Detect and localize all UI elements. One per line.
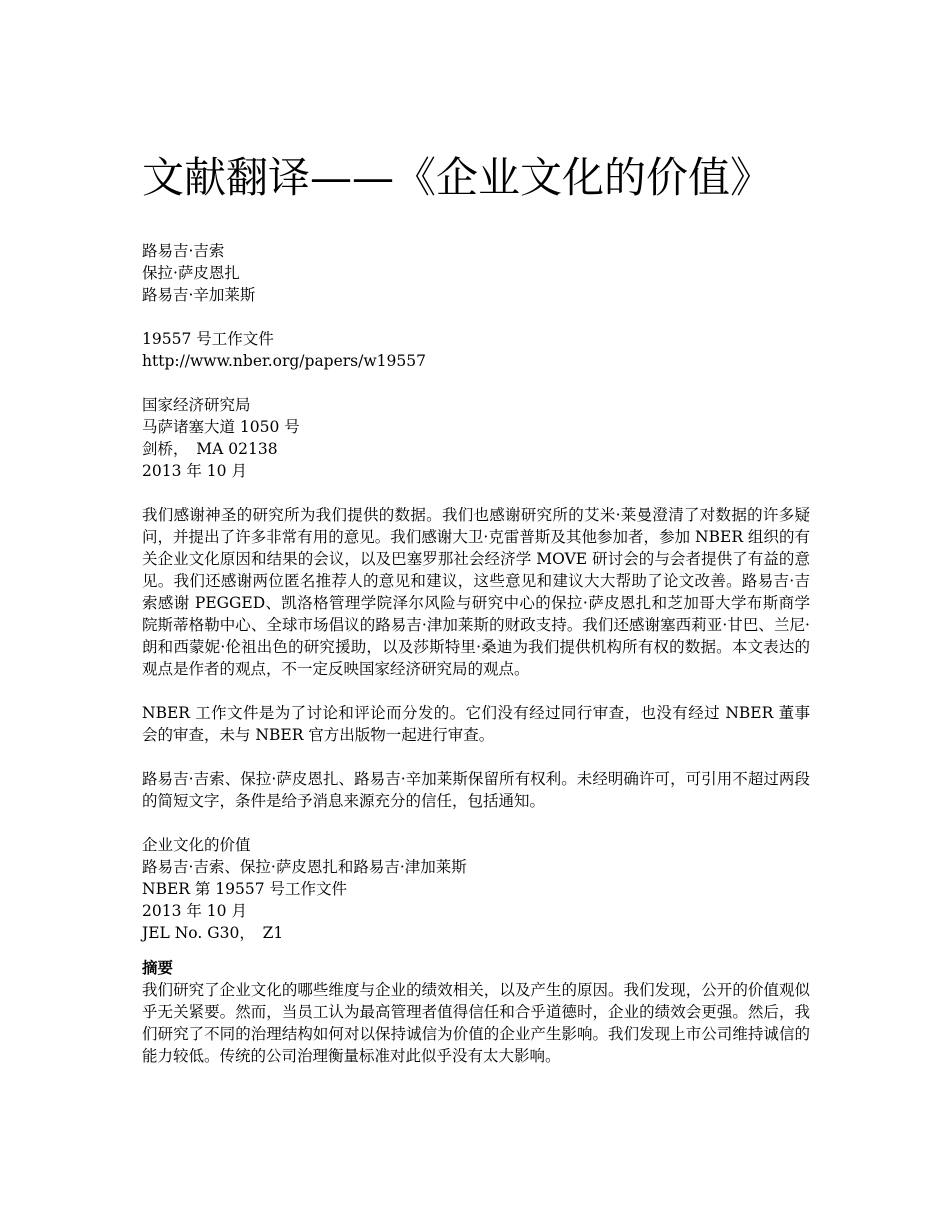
document-title: 文献翻译——《企业文化的价值》 <box>142 153 773 202</box>
author-name: 路易吉·吉索 <box>142 242 225 260</box>
working-paper-url[interactable]: http://www.nber.org/papers/w19557 <box>142 352 426 370</box>
author-list <box>142 240 810 306</box>
acknowledgment-paragraph: 我们感谢神圣的研究所为我们提供的数据。我们也感谢研究所的艾米·莱曼澄清了对数据的许多疑问，并提出了许多非常有用的意见。我们感谢大卫·克雷普斯及其他参加者，参加 NBER 组织的有关企业文化原因和结果的会议，以及巴塞罗那社会经济学 MOVE 研讨会的与会者提供了有益的意见。我们还感谢两位匿名推荐人的意见和建议，这些意见和建议大大帮助了论文改善。路易吉·吉索感谢 PEGGED、凯洛格管理学院泽尔风险与研究中心的保拉·萨皮恩扎和芝加哥大学布斯商学院斯蒂格勒中心、全球市场倡议的路易吉·津加莱斯的财政支持。我们还感谢塞西莉亚·甘巴、兰尼·朗和西蒙妮·伦祖出色的研究援助，以及莎斯特里·桑迪为我们提供机构所有权的数据。本文表达的观点是作者的观点，不一定反映国家经济研究局的观点。 <box>142 506 810 678</box>
address-org: 国家经济研究局 <box>142 396 251 414</box>
citation-block <box>142 834 810 944</box>
citation-number: NBER 第 19557 号工作文件 <box>142 880 348 898</box>
address-street: 马萨诸塞大道 1050 号 <box>142 418 300 436</box>
citation-authors: 路易吉·吉索、保拉·萨皮恩扎和路易吉·津加莱斯 <box>142 858 467 876</box>
citation-date: 2013 年 10 月 <box>142 902 247 920</box>
address-block <box>142 394 810 482</box>
author-name: 保拉·萨皮恩扎 <box>142 264 240 282</box>
abstract-heading: 摘要 <box>142 958 174 977</box>
disclaimer-paragraph: NBER 工作文件是为了讨论和评论而分发的。它们没有经过同行审查，也没有经过 NBER 董事会的审查，未与 NBER 官方出版物一起进行审查。 <box>142 704 810 744</box>
citation-jel: JEL No. G30， Z1 <box>142 924 284 942</box>
working-paper-number: 19557 号工作文件 <box>142 330 274 348</box>
working-paper-info <box>142 328 810 372</box>
document-page <box>142 150 810 1067</box>
citation-title: 企业文化的价值 <box>142 836 251 854</box>
address-city: 剑桥， MA 02138 <box>142 440 278 458</box>
address-date: 2013 年 10 月 <box>142 462 247 480</box>
author-name: 路易吉·辛加莱斯 <box>142 286 256 304</box>
copyright-paragraph: 路易吉·吉索、保拉·萨皮恩扎、路易吉·辛加莱斯保留所有权利。未经明确许可，可引用不超过两段的简短文字，条件是给予消息来源充分的信任，包括通知。 <box>142 770 810 810</box>
abstract-paragraph: 我们研究了企业文化的哪些维度与企业的绩效相关，以及产生的原因。我们发现，公开的价值观似乎无关紧要。然而，当员工认为最高管理者值得信任和合乎道德时，企业的绩效会更强。然后，我们研究了不同的治理结构如何对以保持诚信为价值的企业产生影响。我们发现上市公司维持诚信的能力较低。传统的公司治理衡量标准对此似乎没有太大影响。 <box>142 981 810 1065</box>
